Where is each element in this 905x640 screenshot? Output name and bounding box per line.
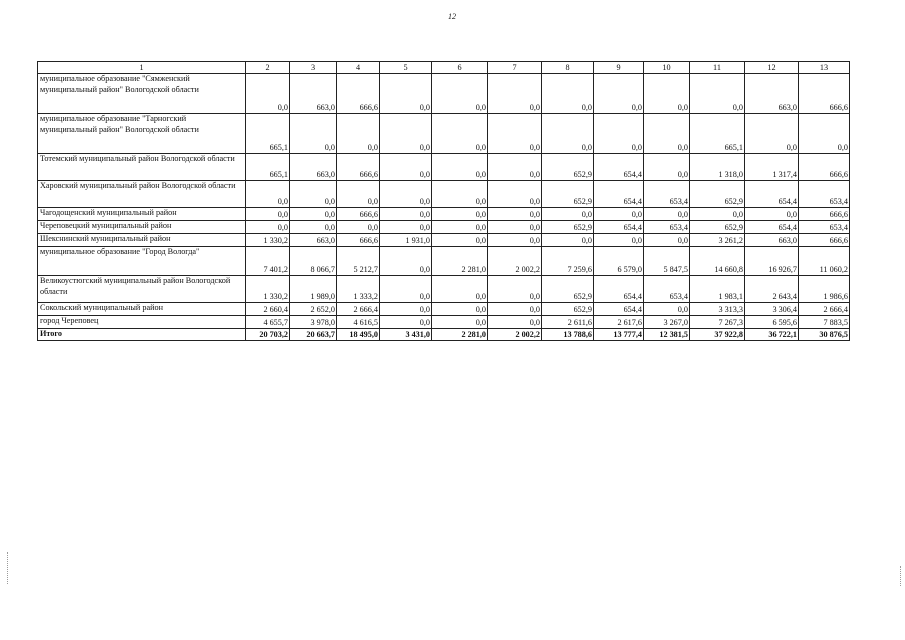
table-cell: 0,0 [246,181,290,208]
table-cell: 1 318,0 [690,154,745,181]
table-cell: 653,4 [799,221,850,234]
column-header: 4 [337,62,380,74]
page-number: 12 [448,12,456,21]
header-row [38,62,850,74]
table-row [38,154,850,181]
column-header: 11 [690,62,745,74]
table-row [38,247,850,276]
table-cell: 2 611,6 [542,316,594,329]
table-cell: 0,0 [337,221,380,234]
table-cell: 652,9 [542,276,594,303]
table-cell: 652,9 [690,181,745,208]
row-name: муниципальное образование "Город Вологда" [38,247,246,276]
table-cell: 654,4 [594,303,644,316]
total-label: Итого [38,329,246,341]
table-cell: 0,0 [432,276,488,303]
table-cell: 0,0 [432,316,488,329]
table-cell: 0,0 [690,208,745,221]
row-name: муниципальное образование "Сямженский муниципальный район" Вологодской области [38,74,246,114]
row-name: Сокольский муниципальный район [38,303,246,316]
table-cell: 0,0 [380,208,432,221]
column-header: 12 [745,62,799,74]
table-cell: 7 883,5 [799,316,850,329]
table-cell: 4 616,5 [337,316,380,329]
table-cell: 3 261,2 [690,234,745,247]
table-cell: 3 306,4 [745,303,799,316]
table-cell: 0,0 [542,208,594,221]
table-cell: 0,0 [380,247,432,276]
table-cell: 0,0 [644,114,690,154]
column-header: 1 [38,62,246,74]
row-name: муниципальное образование "Тарногский муниципальный район" Вологодской области [38,114,246,154]
table-cell: 663,0 [290,154,337,181]
table-cell: 8 066,7 [290,247,337,276]
column-header: 3 [290,62,337,74]
table-cell: 0,0 [542,114,594,154]
table-cell: 2 666,4 [337,303,380,316]
column-header: 2 [246,62,290,74]
table-cell: 0,0 [337,181,380,208]
table-cell: 0,0 [432,74,488,114]
table-cell: 7 267,3 [690,316,745,329]
table-cell: 0,0 [337,114,380,154]
table-cell: 0,0 [594,208,644,221]
total-cell: 30 876,5 [799,329,850,341]
column-header: 6 [432,62,488,74]
table-cell: 653,4 [644,276,690,303]
table-cell: 654,4 [594,221,644,234]
table-cell: 663,0 [290,74,337,114]
table-cell: 666,6 [799,154,850,181]
table-cell: 2 666,4 [799,303,850,316]
table-cell: 2 002,2 [488,247,542,276]
table-row [38,74,850,114]
table-cell: 0,0 [594,74,644,114]
table-cell: 14 660,8 [690,247,745,276]
table-cell: 0,0 [745,208,799,221]
table-cell: 5 212,7 [337,247,380,276]
table-cell: 0,0 [644,234,690,247]
column-header: 9 [594,62,644,74]
table-cell: 654,4 [745,181,799,208]
table-cell: 666,6 [799,208,850,221]
total-cell: 37 922,8 [690,329,745,341]
total-cell: 18 495,0 [337,329,380,341]
table-cell: 0,0 [290,208,337,221]
table-cell: 654,4 [594,154,644,181]
total-cell: 2 281,0 [432,329,488,341]
table-cell: 0,0 [380,114,432,154]
table-cell: 0,0 [380,303,432,316]
total-row [38,329,850,341]
row-name: Чагодощенский муниципальный район [38,208,246,221]
table-cell: 0,0 [799,114,850,154]
table-cell: 666,6 [337,154,380,181]
table-cell: 6 595,6 [745,316,799,329]
table-cell: 666,6 [799,234,850,247]
row-name: Харовский муниципальный район Вологодской области [38,181,246,208]
table-cell: 0,0 [488,276,542,303]
table-cell: 666,6 [337,234,380,247]
municipal-data-table [37,61,850,341]
column-header: 8 [542,62,594,74]
table-cell: 0,0 [290,181,337,208]
table-cell: 2 281,0 [432,247,488,276]
table-cell: 666,6 [799,74,850,114]
row-name: Шекснинский муниципальный район [38,234,246,247]
table-cell: 0,0 [380,221,432,234]
table-cell: 666,6 [337,208,380,221]
total-cell: 13 788,6 [542,329,594,341]
table-cell: 0,0 [380,316,432,329]
total-cell: 20 663,7 [290,329,337,341]
table-cell: 0,0 [380,276,432,303]
table-cell: 0,0 [432,181,488,208]
table-cell: 0,0 [246,221,290,234]
table-cell: 3 267,0 [644,316,690,329]
table-cell: 654,4 [594,276,644,303]
table-cell: 6 579,0 [594,247,644,276]
table-row [38,114,850,154]
table-cell: 0,0 [432,208,488,221]
total-cell: 13 777,4 [594,329,644,341]
table-cell: 3 313,3 [690,303,745,316]
table-cell: 666,6 [337,74,380,114]
table-cell: 0,0 [488,114,542,154]
table-cell: 0,0 [290,114,337,154]
table-cell: 16 926,7 [745,247,799,276]
table-cell: 3 978,0 [290,316,337,329]
table-row [38,276,850,303]
table-cell: 0,0 [246,208,290,221]
table-cell: 652,9 [542,181,594,208]
table-cell: 653,4 [799,181,850,208]
table-row [38,221,850,234]
table-cell: 2 617,6 [594,316,644,329]
table-cell: 7 401,2 [246,247,290,276]
row-name: Череповецкий муниципальный район [38,221,246,234]
total-cell: 20 703,2 [246,329,290,341]
table-cell: 665,1 [246,114,290,154]
table-row [38,303,850,316]
table-row [38,316,850,329]
table-cell: 652,9 [542,303,594,316]
table-cell: 1 983,1 [690,276,745,303]
table-cell: 0,0 [542,234,594,247]
table-row [38,181,850,208]
table-cell: 0,0 [488,74,542,114]
table-cell: 0,0 [290,221,337,234]
table-cell: 2 643,4 [745,276,799,303]
table-cell: 2 652,0 [290,303,337,316]
table-cell: 2 660,4 [246,303,290,316]
table-cell: 0,0 [488,181,542,208]
row-name: Великоустюгский муниципальный район Вологодской области [38,276,246,303]
table-cell: 0,0 [594,114,644,154]
table-body [38,74,850,341]
table-cell: 663,0 [745,234,799,247]
table-cell: 653,4 [644,221,690,234]
table-cell: 0,0 [644,74,690,114]
table-cell: 665,1 [690,114,745,154]
total-cell: 12 381,5 [644,329,690,341]
column-header: 5 [380,62,432,74]
column-header: 10 [644,62,690,74]
table-cell: 665,1 [246,154,290,181]
row-name: город Череповец [38,316,246,329]
column-header: 13 [799,62,850,74]
table-cell: 0,0 [432,154,488,181]
table-cell: 1 317,4 [745,154,799,181]
table-row [38,234,850,247]
table-cell: 653,4 [644,181,690,208]
table-cell: 1 330,2 [246,234,290,247]
table-cell: 0,0 [488,316,542,329]
column-header: 7 [488,62,542,74]
table-cell: 0,0 [432,114,488,154]
table-cell: 0,0 [488,221,542,234]
table-cell: 0,0 [690,74,745,114]
right-margin-mark [900,566,902,586]
table-cell: 652,9 [690,221,745,234]
table-cell: 1 931,0 [380,234,432,247]
table-cell: 1 330,2 [246,276,290,303]
table-cell: 0,0 [380,181,432,208]
table-cell: 663,0 [745,74,799,114]
table-cell: 1 989,0 [290,276,337,303]
table-cell: 0,0 [594,234,644,247]
table-cell: 654,4 [745,221,799,234]
table-cell: 0,0 [488,303,542,316]
table-cell: 4 655,7 [246,316,290,329]
table-cell: 0,0 [432,234,488,247]
table-cell: 11 060,2 [799,247,850,276]
table-cell: 7 259,6 [542,247,594,276]
table-cell: 0,0 [488,154,542,181]
table-cell: 1 333,2 [337,276,380,303]
table-cell: 5 847,5 [644,247,690,276]
left-margin-mark [7,552,9,584]
table-cell: 1 986,6 [799,276,850,303]
table-cell: 0,0 [644,303,690,316]
row-name: Тотемский муниципальный район Вологодской области [38,154,246,181]
table-header [38,62,850,74]
table-cell: 654,4 [594,181,644,208]
table-cell: 0,0 [488,208,542,221]
table-cell: 0,0 [246,74,290,114]
table-cell: 0,0 [432,303,488,316]
table-cell: 0,0 [380,154,432,181]
table-cell: 652,9 [542,221,594,234]
table-cell: 0,0 [644,154,690,181]
table-cell: 0,0 [432,221,488,234]
table-cell: 663,0 [290,234,337,247]
table-cell: 652,9 [542,154,594,181]
table-cell: 0,0 [745,114,799,154]
table-cell: 0,0 [488,234,542,247]
total-cell: 2 002,2 [488,329,542,341]
total-cell: 36 722,1 [745,329,799,341]
table-cell: 0,0 [380,74,432,114]
table-cell: 0,0 [644,208,690,221]
table-row [38,208,850,221]
table-cell: 0,0 [542,74,594,114]
total-cell: 3 431,0 [380,329,432,341]
